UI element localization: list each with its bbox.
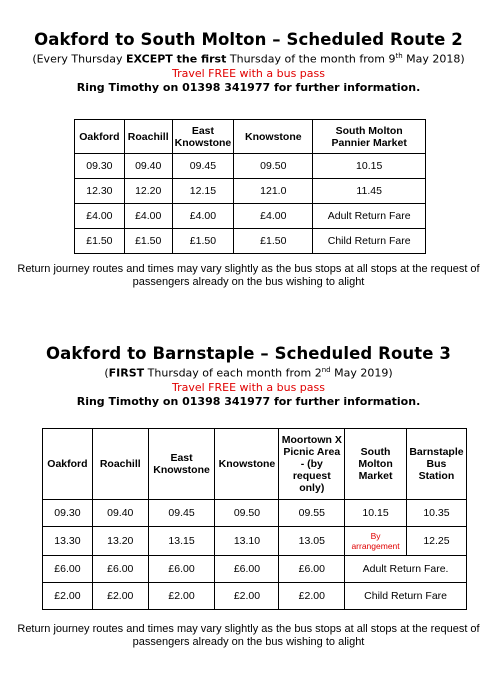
cell: £2.00 (148, 583, 215, 610)
header-cell: Moortown X Picnic Area - (by request only) (279, 429, 345, 500)
cell: 09.30 (43, 500, 93, 527)
table-row (43, 583, 467, 610)
cell: £2.00 (43, 583, 93, 610)
route2-free-pass: Travel FREE with a bus pass (171, 66, 325, 80)
cell: £2.00 (279, 583, 345, 610)
table-row (43, 556, 467, 583)
cell: £2.00 (215, 583, 279, 610)
cell: £1.50 (75, 229, 125, 254)
cell: £1.50 (124, 229, 172, 254)
cell: 10.35 (406, 500, 466, 527)
fare-label-cell: Child Return Fare (345, 583, 467, 610)
table-row (75, 229, 426, 254)
cell: 09.30 (75, 154, 125, 179)
cell: 10.15 (313, 154, 426, 179)
cell: £6.00 (279, 556, 345, 583)
table-row (43, 500, 467, 527)
cell: 13.15 (148, 527, 215, 556)
table-row (75, 179, 426, 204)
cell: 09.45 (172, 154, 234, 179)
header-cell: Roachill (92, 429, 148, 500)
cell: 13.05 (279, 527, 345, 556)
table-header-row (43, 429, 467, 500)
cell: 12.25 (406, 527, 466, 556)
route3-free-pass: Travel FREE with a bus pass (171, 380, 325, 394)
cell: £6.00 (43, 556, 93, 583)
cell: 12.30 (75, 179, 125, 204)
header-cell: Knowstone (234, 120, 313, 154)
header-cell: South Molton Market (345, 429, 407, 500)
cell: 09.50 (234, 154, 313, 179)
route2-subtitle: (Every Thursday EXCEPT the first Thursday of the month from 9th May 2018) (32, 52, 465, 66)
header-cell: Barnstaple Bus Station (406, 429, 466, 500)
route2-note: Return journey routes and times may vary slightly as the bus stops at all stops at the request of passengers already on the bus wishing to alight (17, 263, 480, 288)
cell: 121.0 (234, 179, 313, 204)
route3-note: Return journey routes and times may vary slightly as the bus stops at all stops at the request of passengers already on the bus wishing to alight (17, 623, 480, 648)
cell: £1.50 (172, 229, 234, 254)
cell: 13.20 (92, 527, 148, 556)
cell: £6.00 (148, 556, 215, 583)
route2-contact: Ring Timothy on 01398 341977 for further information. (76, 80, 421, 94)
header-cell: Oakford (43, 429, 93, 500)
table-row (75, 204, 426, 229)
route2-header (0, 30, 497, 94)
route2-title: Oakford to South Molton – Scheduled Route 2 (34, 30, 463, 49)
table-row (43, 527, 467, 556)
cell: 09.40 (92, 500, 148, 527)
by-arrangement-cell: By arrangement (345, 527, 407, 556)
cell: 12.15 (172, 179, 234, 204)
route3-contact: Ring Timothy on 01398 341977 for further information. (76, 394, 421, 408)
header-cell: Oakford (75, 120, 125, 154)
cell: £1.50 (234, 229, 313, 254)
cell: £4.00 (172, 204, 234, 229)
cell: 12.20 (124, 179, 172, 204)
table-row (75, 154, 426, 179)
cell: 13.10 (215, 527, 279, 556)
cell: 09.40 (124, 154, 172, 179)
header-cell: Roachill (124, 120, 172, 154)
cell: £4.00 (124, 204, 172, 229)
cell: £6.00 (92, 556, 148, 583)
header-cell: Knowstone (215, 429, 279, 500)
cell: 09.55 (279, 500, 345, 527)
cell: 09.50 (215, 500, 279, 527)
cell: 11.45 (313, 179, 426, 204)
route3-header (0, 344, 497, 408)
cell: 13.30 (43, 527, 93, 556)
cell: Adult Return Fare (313, 204, 426, 229)
cell: £4.00 (75, 204, 125, 229)
route3-title: Oakford to Barnstaple – Scheduled Route 3 (46, 344, 451, 363)
route3-timetable (42, 428, 467, 610)
header-cell: East Knowstone (172, 120, 234, 154)
route3-subtitle: (FIRST Thursday of each month from 2nd May 2019) (104, 366, 393, 380)
header-cell: East Knowstone (148, 429, 215, 500)
table-header-row (75, 120, 426, 154)
cell: £2.00 (92, 583, 148, 610)
cell: £4.00 (234, 204, 313, 229)
cell: Child Return Fare (313, 229, 426, 254)
fare-label-cell: Adult Return Fare. (345, 556, 467, 583)
cell: £6.00 (215, 556, 279, 583)
route2-timetable (74, 119, 426, 254)
header-cell: South Molton Pannier Market (313, 120, 426, 154)
cell: 09.45 (148, 500, 215, 527)
cell: 10.15 (345, 500, 407, 527)
